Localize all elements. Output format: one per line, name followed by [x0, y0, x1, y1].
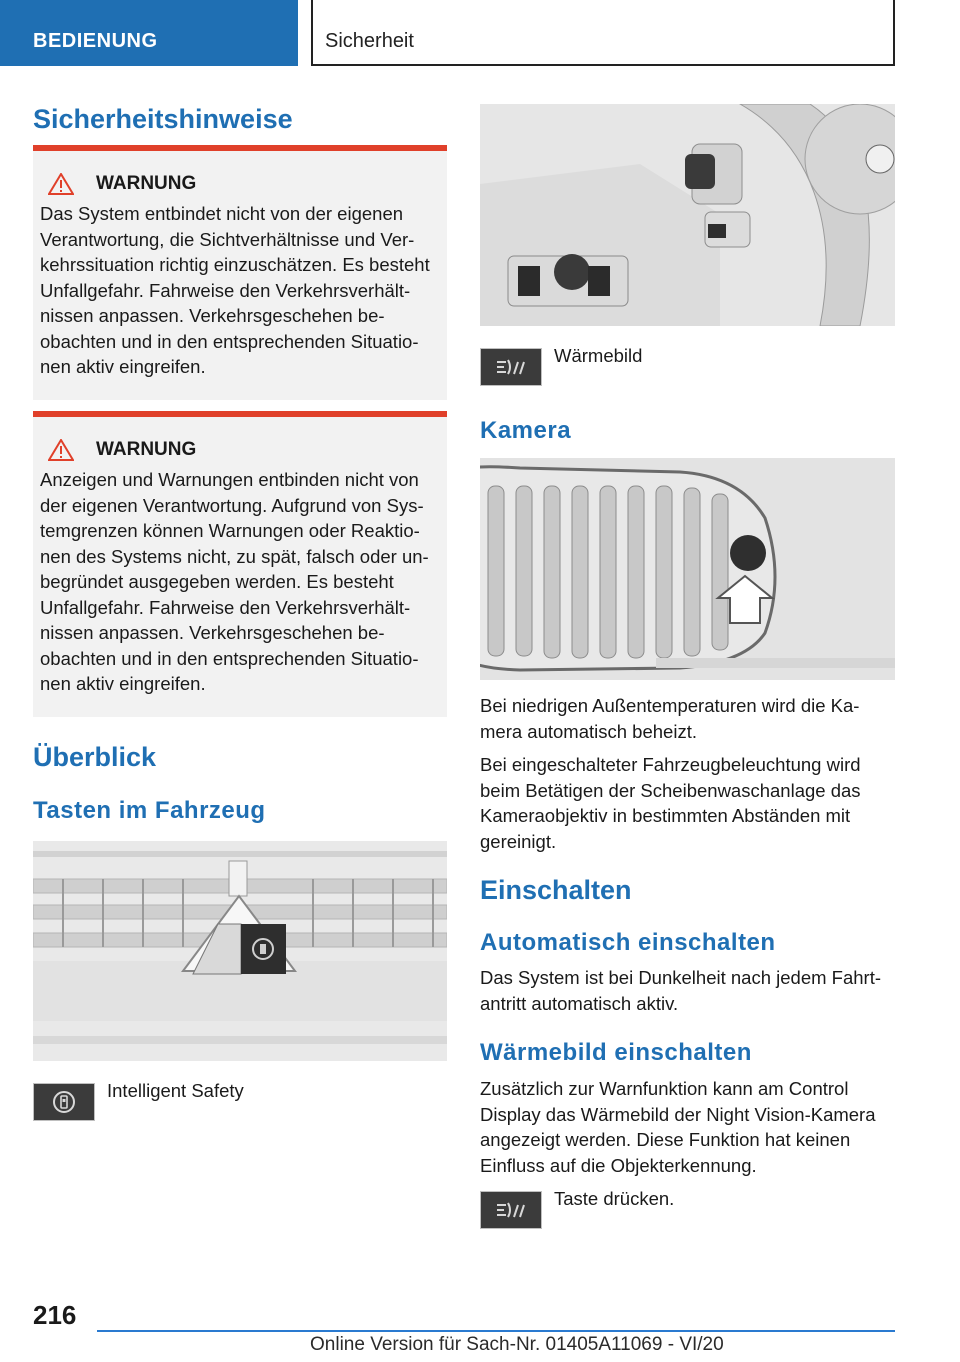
warning-label: WARNUNG: [96, 439, 197, 460]
warning-triangle-icon: [48, 439, 74, 461]
warning-header: [48, 173, 439, 195]
thermal-caption: Wärmebild: [554, 345, 643, 366]
warning-label: WARNUNG: [96, 173, 197, 194]
vehicle-buttons-illustration: [33, 841, 447, 1061]
press-caption: Taste drücken.: [554, 1188, 675, 1209]
footer-rule: [97, 1330, 895, 1332]
warning-text: Anzeigen und Warnungen entbinden nicht von der eigenen Verantwortung. Aufgrund von Sys-temgrenzen können Warnungen oder Reaktio-nen des Systems nicht, zu spät, falsch oder un-begründet ausgegeben werden. Es besteht Unfallgefahr. Fahrweise den Verkehrsverhält-nissen anpassen. Verkehrsgeschehen be-obachten und in den entsprechenden Situatio-nen aktiv eingreifen.: [40, 469, 429, 694]
page-number: 216: [33, 1300, 77, 1330]
section-tab: BEDIENUNG: [0, 0, 298, 66]
night-vision-icon: [494, 1199, 528, 1221]
chapter-title: Sicherheit: [325, 30, 414, 52]
camera-paragraph: Bei niedrigen Außentemperaturen wird die Ka-mera automatisch beheizt.: [480, 695, 860, 742]
heading-camera: Kamera: [480, 417, 572, 444]
camera-grille-illustration: [480, 458, 895, 680]
heading-safety: Sicherheitshinweise: [33, 104, 293, 134]
warning-box-1: [33, 145, 447, 400]
heading-auto-on: Automatisch einschalten: [480, 929, 776, 956]
heading-thermal-on: Wärmebild einschalten: [480, 1039, 752, 1066]
intelligent-safety-button-icon: [33, 1083, 95, 1121]
warning-header: [48, 439, 439, 461]
night-vision-icon: [494, 356, 528, 378]
heading-switch-on: Einschalten: [480, 875, 632, 905]
thermal-on-text: Zusätzlich zur Warnfunktion kann am Control Display das Wärmebild der Night Vision-Kamera angezeigt werden. Diese Funktion hat keinen Einfluss auf die Objekterkennung.: [480, 1078, 876, 1176]
warning-box-2: [33, 411, 447, 717]
intelligent-safety-caption: Intelligent Safety: [107, 1080, 244, 1101]
intelligent-safety-icon: [51, 1089, 77, 1115]
heading-overview: Überblick: [33, 742, 157, 772]
heading-buttons: Tasten im Fahrzeug: [33, 797, 266, 824]
warning-triangle-icon: [48, 173, 74, 195]
header-underline: [311, 64, 895, 66]
footer-text: Online Version für Sach-Nr. 01405A11069 - VI/20: [310, 1334, 724, 1355]
header-end-tick: [893, 0, 895, 66]
camera-text: [480, 693, 900, 862]
warning-text: Das System entbindet nicht von der eigenen Verantwortung, die Sichtverhältnisse und Ver-kehrssituation richtig einzuschätzen. Es besteht Unfallgefahr. Fahrweise den Verkehrsverhält-nissen anpassen. Verkehrsgeschehen be-obachten und in den entsprechenden Situatio-nen aktiv eingreifen.: [40, 203, 430, 377]
header-divider: [311, 0, 313, 66]
thermal-button-icon-2: [480, 1191, 542, 1229]
camera-paragraph: Bei eingeschalteter Fahrzeugbeleuchtung wird beim Betätigen der Scheibenwaschanlage das Kameraobjektiv in bestimmten Abständen mit gereinigt.: [480, 754, 861, 852]
thermal-button-icon: [480, 348, 542, 386]
thermal-button-illustration: [480, 104, 895, 326]
auto-on-text: Das System ist bei Dunkelheit nach jedem Fahrt-antritt automatisch aktiv.: [480, 967, 882, 1014]
